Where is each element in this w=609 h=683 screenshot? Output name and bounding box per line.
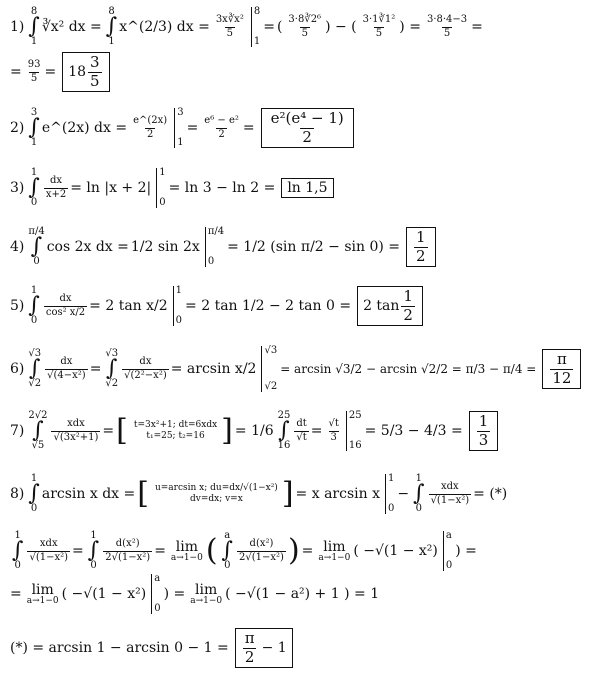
- answer-box: 18 3 5: [62, 52, 109, 93]
- equals: =: [72, 543, 84, 559]
- problem-8: 8) 1 ∫ 0 arcsin x dx = [ u=arcsin x; du=dx/√(1−x²) dv=dx; v=x ] = x arcsin x 1 0 − 1 ∫ 0 xdx √(1−x²) = (*): [10, 473, 508, 514]
- problem-2: [10, 106, 356, 150]
- integral-sign: 3 ∫ 1: [28, 107, 40, 148]
- upper-limit: 8: [30, 6, 38, 18]
- problem-number: 8): [10, 486, 25, 502]
- equals: =: [89, 361, 102, 377]
- answer-box: e²(e⁴ − 1) 2: [261, 108, 354, 149]
- evaluation-bar: 3 1: [174, 108, 183, 148]
- fraction: xdx √(1−x²): [29, 538, 69, 563]
- integrand: ∛x² dx =: [41, 19, 102, 35]
- integral-sign: 25 ∫ 16: [277, 410, 291, 451]
- answer-box: π 2 − 1: [235, 628, 293, 669]
- star-ref: = (*): [473, 486, 508, 502]
- problem-number: 5): [10, 298, 25, 314]
- fraction: $\frac{\text{d(x²)}}{\text{2√(1−x²)}}$: [105, 538, 151, 563]
- problem-number: 2): [10, 120, 25, 136]
- evaluation-bar: 25 16: [346, 411, 362, 451]
- antiderivative: = 2 tan x/2: [89, 298, 168, 314]
- evaluation: = 2 tan 1/2 − 2 tan 0 =: [185, 298, 352, 314]
- integral-sign: 1 ∫ 0: [28, 473, 40, 514]
- evaluation: = arcsin √3/2 − arcsin √2/2 = π/3 − π/4 =: [280, 362, 537, 376]
- equals: =: [301, 543, 314, 559]
- equals: ) =: [163, 586, 186, 602]
- fraction: $\frac{\text{3x∛x²}}{5}$: [215, 14, 244, 39]
- integral-sign: 8 ∫ 1: [105, 6, 118, 47]
- fraction: xdx √(3x²+1): [53, 418, 99, 443]
- equals: =: [10, 64, 22, 80]
- integral-sign: π/4 ∫ 0: [28, 226, 45, 267]
- auxiliary-integral: 1 ∫ 0 xdx √(1−x²) = 1 ∫ 0 $\frac{\text{d(x²)}}{\text{2√(1−x²)}}$ = lim a→1−0 ( a ∫ 0 d(x²) 2√(1−x²) ) = lim a→1−0 ( −√(1 − x²) a 0 ) =: [12, 530, 477, 571]
- problem-number: 4): [10, 239, 25, 255]
- integral-sign: √3 ∫ √2: [105, 348, 119, 389]
- problem-5: [10, 283, 425, 329]
- evaluation-bar: a 0: [151, 574, 160, 614]
- fraction: $\frac{\text{e⁶ − e²}}{2}$: [204, 115, 239, 140]
- answer-box: 1 2: [406, 227, 436, 268]
- equals: =: [44, 64, 57, 80]
- upper-limit: 8: [108, 6, 115, 18]
- fraction: 3·8∛2⁶ 5: [288, 14, 322, 39]
- problem-number: 1): [10, 19, 25, 35]
- fraction: $\frac{√t}{3}$: [328, 418, 339, 443]
- equals: =: [242, 120, 255, 136]
- evaluation: = ln 3 − ln 2 =: [168, 180, 276, 196]
- integral-sign: 1 ∫ 0: [413, 473, 425, 514]
- equals: =: [310, 423, 323, 439]
- substitution: t=3x²+1; dt=6xdx t₁=25; t₂=16: [133, 419, 218, 441]
- evaluation-bar: 1 0: [156, 168, 165, 208]
- integral-sign: 1 ∫ 0: [12, 530, 24, 571]
- limit: lim a→1−0: [190, 581, 223, 606]
- star-evaluation: (*) = arcsin 1 − arcsin 0 − 1 =: [10, 640, 229, 656]
- integral-sign: 1 ∫ 0: [28, 285, 40, 326]
- integral-sign: 2√2 ∫ √5: [28, 410, 48, 451]
- evaluation: = 5/3 − 4/3 =: [364, 423, 463, 439]
- problem-number: 6): [10, 361, 25, 377]
- fraction: xdx √(1−x²): [430, 481, 470, 506]
- answer-box: 1 3: [469, 411, 499, 452]
- problem-7: 7) 2√2 ∫ √5 xdx √(3x²+1) = [ t=3x²+1; dt=6xdx t₁=25; t₂=16 ] = 1/6 25 ∫ 16 $\frac{dt}{√t}$ = $\frac{√t}{3}$ 25 16 = 5/3 − 4/3 = 1 3: [10, 406, 500, 456]
- equals: =: [263, 19, 275, 35]
- fraction: $\frac{dx}{\text{√(2²−x²)}}$: [124, 356, 167, 381]
- evaluation-bar: 1 0: [173, 286, 182, 326]
- equals: =: [471, 19, 483, 35]
- substitution: u=arcsin x; du=dx/√(1−x²) dv=dx; v=x: [154, 482, 278, 504]
- answer-box: 2 tan 1 2: [357, 286, 423, 327]
- antiderivative: 1/2 sin 2x: [130, 239, 200, 255]
- integrand: e^(2x) dx =: [41, 120, 128, 136]
- inner-expression: ( −√(1 − x²): [353, 543, 438, 559]
- coefficient: = 1/6: [234, 423, 274, 439]
- integrand: arcsin x dx =: [41, 486, 136, 502]
- parts-term: = x arcsin x: [295, 486, 380, 502]
- answer-box: ln 1,5: [281, 178, 333, 198]
- fraction: $\frac{e\^{}(2x)}{2}$: [133, 115, 168, 140]
- integral-sign: 1 ∫ 0: [87, 530, 100, 571]
- integral-sign: √3 ∫ √2: [28, 348, 42, 389]
- lower-limit: 1: [108, 35, 115, 47]
- integrand: x^(2/3) dx =: [119, 19, 210, 35]
- evaluation-bar: 8 1: [251, 7, 260, 47]
- fraction: $\frac{dt}{√t}$: [296, 418, 307, 443]
- problem-1-line-b: [10, 54, 112, 90]
- fraction: $\frac{dx}{\text{√(4−x²)}}$: [47, 356, 86, 381]
- minus: −: [397, 486, 410, 502]
- limit: lim a→1−0: [318, 538, 351, 563]
- evaluation-bar: a 0: [443, 531, 452, 571]
- problem-1-line-a: 1) 8 ∫ 1 ∛x² dx = 8 ∫ 1 x^(2/3) dx = $\frac{\text{3x∛x²}}{5}$ 8 1 = ( 3·8∛2⁶ 5 ) − ( 3·1∛1² 5 ) = $\frac{3\cdot 8\cdot 4-3}{5}$ =: [10, 6, 483, 47]
- equals: =: [186, 120, 199, 136]
- integral-sign: 1 ∫ 0: [28, 167, 40, 208]
- antiderivative: = ln |x + 2|: [70, 180, 152, 196]
- fraction: $\frac{93}{5}$: [27, 59, 41, 84]
- closing: ) =: [455, 543, 477, 559]
- problem-number: 3): [10, 180, 25, 196]
- equals: =: [10, 586, 22, 602]
- problem-6: [10, 344, 583, 394]
- fraction: 3·1∛1² 5: [362, 14, 396, 39]
- evaluation-bar: √3 √2: [261, 346, 277, 392]
- problem-number: 7): [10, 423, 25, 439]
- limit-evaluation: [10, 570, 381, 618]
- limit: lim a→1−0: [170, 538, 203, 563]
- fraction: $\frac{3\cdot 8\cdot 4-3}{5}$: [426, 14, 468, 39]
- final-result: [10, 628, 295, 668]
- fraction: $\frac{dx}{x+2}$: [45, 175, 67, 200]
- lower-limit: 1: [30, 35, 38, 47]
- antiderivative: = arcsin x/2: [170, 361, 257, 377]
- problem-3: [10, 168, 336, 208]
- evaluation-bar: π/4 0: [205, 227, 224, 267]
- evaluation: = 1/2 (sin π/2 − sin 0) =: [227, 239, 401, 255]
- result: ( −√(1 − a²) + 1 ) = 1: [225, 586, 380, 602]
- integral-sign: 8 ∫ 1: [28, 6, 40, 47]
- limit: lim a→1−0: [26, 581, 59, 606]
- problem-4: [10, 223, 438, 271]
- fraction: d(x²) 2√(1−x²): [239, 538, 284, 563]
- inner-expression: ( −√(1 − x²): [61, 586, 147, 602]
- evaluation-bar: 1 0: [385, 474, 394, 514]
- integrand: cos 2x dx =: [46, 239, 129, 255]
- answer-box: π 12: [542, 349, 581, 390]
- fraction: $\frac{dx}{\text{cos² x/2}}$: [45, 293, 86, 318]
- integral-sign: a ∫ 0: [221, 530, 234, 571]
